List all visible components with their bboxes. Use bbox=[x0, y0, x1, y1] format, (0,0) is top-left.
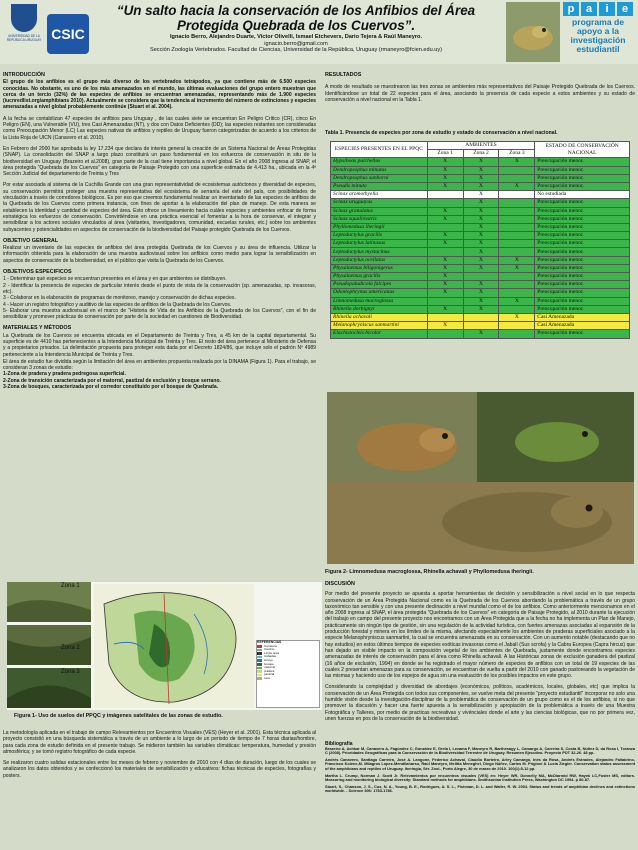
legend-swatch bbox=[257, 677, 262, 680]
zone-3-cell: X bbox=[499, 264, 535, 272]
legend-item: matorral bbox=[257, 666, 319, 670]
zone-1-image bbox=[7, 582, 91, 622]
species-cell: Dendropsophus minutus bbox=[331, 166, 428, 174]
specific-objective: 3 - Colaborar en la elaboración de programas de monitoreo, manejo y conservación de dichas especies. bbox=[3, 295, 236, 302]
legend-swatch bbox=[257, 667, 262, 670]
table-row bbox=[331, 264, 630, 272]
status-cell: Preocupación menor. bbox=[535, 166, 630, 174]
zone-1-cell: X bbox=[427, 305, 463, 313]
zone-3-image bbox=[7, 668, 91, 708]
results-section bbox=[325, 72, 635, 108]
figure-1-caption: Figura 1- Uso de suelos del PPQC y imágenes satelitales de las zonas de estudio. bbox=[14, 713, 223, 719]
zone-1-cell: X bbox=[427, 182, 463, 190]
affiliation: Sección Zoología Vertebrados. Facultad de Ciencias, Universidad de la República, Uruguay (rmaneyro@fcien.edu.uy) bbox=[149, 47, 443, 54]
zone-1-cell: X bbox=[427, 322, 463, 330]
zone-3-label: Zona 3 bbox=[61, 669, 80, 675]
contact-email: ignacio.berro@gmail.com bbox=[264, 40, 328, 47]
paie-letter: p bbox=[563, 2, 579, 16]
zone-1-cell: X bbox=[427, 174, 463, 182]
legend-item: Camino bbox=[257, 648, 319, 652]
status-cell: Preocupación menor. bbox=[535, 281, 630, 289]
zone-2-cell: X bbox=[463, 158, 499, 166]
author-names: Ignacio Berro, Alejandro Duarte, Victor Olivelli, Ismael Etchevers, Dario Tejera & Raúl Maneyro. bbox=[169, 34, 422, 40]
status-cell: No estudiada bbox=[535, 191, 630, 199]
table-row bbox=[331, 289, 630, 297]
status-cell: Preocupación menor. bbox=[535, 330, 630, 338]
zone-2-cell: X bbox=[463, 199, 499, 207]
species-cell: Leptodactylus gracilis bbox=[331, 232, 428, 240]
paie-letter: e bbox=[617, 2, 633, 16]
zone-3-cell bbox=[499, 305, 535, 313]
species-cell: Odontophrynus americanus bbox=[331, 289, 428, 297]
status-cell: Preocupación menor. bbox=[535, 248, 630, 256]
zone-images bbox=[7, 582, 91, 708]
species-cell: Phyllomedusa iheringii bbox=[331, 223, 428, 231]
bibliography-entry: Brazeiro A, Achkar M, Canavero A, Fagúndez C, González E, Grela I, Lezama F, Maneyro R, Barthesagy L, Camargo A, Carreira S, Costa B, Núñez D, da Rosa I, Toranza C (2008). Prioridades Geográficas para la Conservación de la Biodiversidad Terrestre de Uruguay. Resumen Ejecutivo. Proyecto PDT 32-26. 48 pp. bbox=[325, 745, 635, 756]
specific-objective: 1 - Determinar qué especies se encuentran presentes en el área y en que ambientes se distribuyen. bbox=[3, 276, 227, 283]
bibliography bbox=[325, 742, 635, 796]
legend-item: Carretera bbox=[257, 645, 319, 649]
methods-paragraph-3: La metodología aplicada en el trabajo de campo Relevamientos por Encuentros Visuales (VES) (Heyer et al. 2001). Esta técnica aplicada al proyecto consistió en una búsqueda sistemática a través de un ambiente a lo largo de un periodo de tiempo de 7 horas diarias/hombre, para cada zona de estudio definida en el presente trabajo. Se midieron también las variables climáticas: temperatura, humedad y presión atmosférica; y se tomó registro fotográfico de cada especie. bbox=[3, 730, 316, 755]
zone-item: 2-Zona de transición caracterizada por el matorral, pastizal de exclusión y bosque serrano. bbox=[3, 377, 221, 384]
udelar-text: UNIVERSIDAD DE LA REPÚBLICA URUGUAY bbox=[6, 34, 42, 42]
legend-item: pastizal bbox=[257, 673, 319, 677]
zone-1-cell: X bbox=[427, 166, 463, 174]
status-cell: Preocupación menor. bbox=[535, 264, 630, 272]
legend-item: pradera bbox=[257, 670, 319, 674]
status-cell: Casi Amenazada bbox=[535, 322, 630, 330]
table-row bbox=[331, 207, 630, 215]
status-cell: Casi Amenazada bbox=[535, 313, 630, 321]
species-cell: Rhinella dorbignyi bbox=[331, 305, 428, 313]
zone-3-cell bbox=[499, 223, 535, 231]
table-row bbox=[331, 313, 630, 321]
paie-letter: i bbox=[599, 2, 615, 16]
paie-program-text: programa de apoyo a la investigación estudiantil bbox=[570, 17, 626, 54]
species-cell: Dendropsophus sanborni bbox=[331, 174, 428, 182]
zone-2-cell bbox=[463, 313, 499, 321]
table-row bbox=[331, 330, 630, 338]
zone-2-cell: X bbox=[463, 207, 499, 215]
zone-1-cell: X bbox=[427, 289, 463, 297]
zone-3-cell bbox=[499, 240, 535, 248]
environments-header: AMBIENTES bbox=[427, 142, 535, 150]
zone-3-cell bbox=[499, 166, 535, 174]
zone-1-cell: X bbox=[427, 207, 463, 215]
status-cell: Preocupación menor. bbox=[535, 215, 630, 223]
table-row bbox=[331, 281, 630, 289]
header-frog-photo bbox=[506, 2, 560, 62]
status-cell: Preocupación menor. bbox=[535, 199, 630, 207]
status-cell: Preocupación menor. bbox=[535, 297, 630, 305]
status-cell: Preocupación menor. bbox=[535, 289, 630, 297]
species-cell: Scinax squalirostris bbox=[331, 215, 428, 223]
zone-2-image bbox=[7, 625, 91, 665]
legend-swatch bbox=[257, 656, 262, 659]
map-legend bbox=[256, 640, 320, 708]
species-header: ESPECIES PRESENTES EN EL PPQC bbox=[331, 142, 428, 158]
discussion-paragraph-1: Por medio del presente proyecto se apuesta a aportar herramientas de decisión y sensibilización a nivel social en lo que respecta conservación de un Área Protegida Nacional como es la Quebrada de los Cuervos abordando la problemática a través de un grupo taxonómico tan sensible y con una presente declinación a nivel mundial como el de los anfibios. Como anteriormente mencionamos en el año 2008 ingresa al SNAP, el área protegida “Quebrada de los Cuervos” en categoría de Paisaje Protegido, al 2010 durante la ejecución del trabajo en campo del presente proyecto nos encontramos con un Área Protegida que a la fecha no ha implementa un Plan de Manejo, prácticamente sin ningún tipo de gestión, sin una regulación de la actividad turística, con fuertes amenazas asociadas al expansión de la producción forestal y minera en los límites de la misma, afectando especialmente los ambientes de praderas superficiales asociado a la especie Melanophryniscus sanmartini, la cual se encuentra amenazada en su conservación. Con un aumento notable (destacando que no hay estudios) en estos últimos tiempos de especies exóticas invasoras como el Jabalí (Sus scrofa) y la Cabra Europea (Capra hircus) que han dejado un visible impacto en la composición vegetal de los ambientes de Quebrada, justamente donde encontramos especies amenazadas de interés de conservación para el área como Rhinella achavali. A las Históricas zonas de exclusión ganadera del pastizal (16 años de exclusión, 1994) en donde se ha registrado el mayor número de especies de anfibios con un total de 19 especies de las cuales 2 presentan amenazas para su conservación, se encuentran de vuelta a partir del 2010 con ganado pastoreando la vegetación de las mismas y haciendo uso de los espejos de agua sin una evaluación de los posibles impactos en este grupo. bbox=[325, 591, 635, 680]
general-objective-text: Realizar un inventario de las especies de anfibios del área protegida Quebrada de los Cuervos y su área de influencia. Utilizar la información obtenida para la elaboración de una muestra audiovisual sobre los anfibios como medio para lograr la sensibilización en aspectos de conservación de la biodiversidad, en el público que visita la Quebrada de los Cuervos. bbox=[3, 245, 316, 264]
zone-2-cell: X bbox=[463, 232, 499, 240]
zone-2-cell: X bbox=[463, 305, 499, 313]
table-row bbox=[331, 273, 630, 281]
poster-title: “Un salto hacia la conservación de los Anfibios del Área Protegida Quebrada de los Cuervos”. bbox=[116, 3, 476, 33]
table-row bbox=[331, 305, 630, 313]
status-cell: Preocupación menor. bbox=[535, 158, 630, 166]
species-cell: Leptodactylus mystacinus bbox=[331, 248, 428, 256]
csic-logo: CSIC bbox=[47, 14, 89, 54]
methods-heading: MATERIALES Y MÉTODOS bbox=[3, 325, 72, 332]
status-cell: Preocupación menor. bbox=[535, 240, 630, 248]
zone-1-cell bbox=[427, 248, 463, 256]
intro-heading: INTRODUCCIÓN bbox=[3, 72, 45, 78]
zone-2-cell: X bbox=[463, 264, 499, 272]
legend-item: Límite área bbox=[257, 652, 319, 656]
specific-objective: 5- Elaborar una muestra audiovisual en el marco de “Historia de Vida de los Anfibios de la Quebrada de los Cuervos”, con el fin de sensibilizar y promover prácticas de conservación por parte de la sociedad en cuestiones de Biodiversidad. bbox=[3, 307, 316, 321]
zone-3-cell bbox=[499, 207, 535, 215]
zone-3-cell bbox=[499, 322, 535, 330]
zone-3-cell bbox=[499, 281, 535, 289]
zone-1-cell: X bbox=[427, 273, 463, 281]
species-cell: Leptodactylus latinasus bbox=[331, 240, 428, 248]
species-cell: Melanophryniscus sanmartini bbox=[331, 322, 428, 330]
species-cell: Scinax aromothyella bbox=[331, 191, 428, 199]
status-cell: Preocupación menor. bbox=[535, 256, 630, 264]
zone-3-cell: X bbox=[499, 158, 535, 166]
table-row bbox=[331, 297, 630, 305]
species-cell: Hypsiboas pulchellus bbox=[331, 158, 428, 166]
zone-1-cell bbox=[427, 191, 463, 199]
general-objective-heading: OBJETIVO GENERAL bbox=[3, 237, 59, 244]
authors-block bbox=[92, 34, 500, 54]
species-cell: Rhinella achavali bbox=[331, 313, 428, 321]
left-column-bottom bbox=[3, 730, 316, 784]
udelar-crest-icon bbox=[11, 4, 37, 32]
table-row bbox=[331, 256, 630, 264]
status-cell: Preocupación menor. bbox=[535, 223, 630, 231]
species-cell: Physalaemus biligonigerus bbox=[331, 264, 428, 272]
bibliography-entry: Stuart, S., Chanson, J. S., Cox, N. A., Young, B. E., Rodrigues, A. S. L., Fishman, D. L. and Waller, R. W. 2004. Status and trends of amphibian declines and extinctions worldwide. - Science 306: 1783-1786. bbox=[325, 783, 635, 794]
left-column bbox=[3, 72, 316, 390]
zone-3-cell bbox=[499, 330, 535, 338]
methods-paragraph-4: Se realizaron cuatro salidas estacionales entre los meses de febrero y noviembre de 2010 con 4 días de duración, luego de los cuales se analizaron los datos obtenidos y se confeccionó los materiales de sensibilización y educativos: fichas técnicas de especies, fotografías y posters. bbox=[3, 760, 316, 779]
zone-1-cell bbox=[427, 223, 463, 231]
table-row bbox=[331, 240, 630, 248]
status-cell: Preocupación menor. bbox=[535, 305, 630, 313]
zone-3-cell: X bbox=[499, 313, 535, 321]
specific-objective: 2 - Identificar la presencia de especies de particular interés desde el punto de vista de la conservación (sp. amenazadas, sp. invasoras, etc). bbox=[3, 282, 316, 295]
status-cell: Preocupación menor. bbox=[535, 232, 630, 240]
legend-swatch bbox=[257, 663, 262, 666]
legend-item: Arroyo bbox=[257, 659, 319, 663]
table-row bbox=[331, 158, 630, 166]
zone-2-cell: X bbox=[463, 289, 499, 297]
species-cell: Scinax granulatus bbox=[331, 207, 428, 215]
legend-swatch bbox=[257, 652, 262, 655]
legend-title: REFERENCIAS bbox=[257, 640, 282, 644]
zone-3-cell bbox=[499, 215, 535, 223]
table-row bbox=[331, 199, 630, 207]
zone-1-label: Zona 1 bbox=[61, 583, 80, 589]
discussion-section bbox=[325, 581, 635, 727]
udelar-logo bbox=[4, 4, 44, 58]
paie-letters bbox=[560, 2, 636, 16]
methods-paragraph-2: El área de estudio fue dividida según la limitación del área en ambientes propuesta realizada por la DINAMA (Figura 1). Para el trabajo, se consideran 3 zonas de estudio: bbox=[3, 358, 316, 372]
zone-2-cell bbox=[463, 273, 499, 281]
zone-2-cell: X bbox=[463, 256, 499, 264]
discussion-heading: DISCUSIÓN bbox=[325, 581, 355, 587]
zone-item: 1-Zona de pradera y pradera pedregosa superficial. bbox=[3, 371, 126, 378]
zone-2-header: Zona 2 bbox=[463, 150, 499, 158]
zone-3-cell bbox=[499, 248, 535, 256]
table-1-caption: Tabla 1. Presencia de especies por zona de estudio y estado de conservación a nivel nacional. bbox=[325, 130, 558, 136]
zone-2-cell: X bbox=[463, 281, 499, 289]
paie-logo bbox=[560, 2, 636, 62]
species-cell: Limnomedusa macroglossa bbox=[331, 297, 428, 305]
zone-2-cell: X bbox=[463, 174, 499, 182]
zone-1-cell bbox=[427, 330, 463, 338]
zone-3-cell bbox=[499, 273, 535, 281]
legend-swatch bbox=[257, 645, 262, 648]
table-row bbox=[331, 232, 630, 240]
discussion-paragraph-2: Considerando la complejidad y diversidad de abordajes (económicos, políticos, académicos, locales, globales, etc) que implica la conservación de un Área Protegida con todos sus componentes, se vuelve meta del presente “proyecto estudiantil” incorporar no solo una humilde visión desde la investigación-disciplinar de la problemática de conservación de un grupo como es el de los anfibios, si no que promover la discusión y hacer una fuerte apuesta a la sensibilización y apropiación de la problemática a través de una Muestra Fotográfica y Talleres, por medio de practicas recreativas y vivénciales donde el arte y las ciencias biológicas, que no por primera vez, unen fuerzas en pos de la conservación de la biodiversidad. bbox=[325, 684, 635, 722]
intro-paragraph-1: El grupo de los anfibios es el grupo más diverso de los vertebrados tetrápodos, ya que contiene más de 6.500 especies conocidas. No obstante, es uno de los más amenazados en el mundo, las últimas evaluaciones del grupo entero muestran que cerca de un tercio (32%) de las especies de anfibios se encuentran amenazadas, representando más de 1.900 especies (iucnredlist.org/amphibians 2010). Actualmente se considera que la tendencia al incremento del número de extinciones y especies amenazadas a nivel global probablemente continúe (Stuart et al. 2004). bbox=[3, 79, 316, 111]
zone-2-cell: X bbox=[463, 182, 499, 190]
species-cell: Pseudis minuta bbox=[331, 182, 428, 190]
specific-objectives-list bbox=[3, 276, 316, 320]
results-heading: RESULTADOS bbox=[325, 72, 362, 78]
zone-1-cell bbox=[427, 199, 463, 207]
zone-2-cell: X bbox=[463, 248, 499, 256]
zone-3-header: Zona 3 bbox=[499, 150, 535, 158]
land-use-map bbox=[94, 584, 254, 708]
zone-1-cell: X bbox=[427, 264, 463, 272]
paie-letter: a bbox=[581, 2, 597, 16]
table-row bbox=[331, 191, 630, 199]
zone-2-label: Zona 2 bbox=[61, 645, 80, 651]
figure-2-caption: Figura 2- Limnomedusa macroglossa, Rhinella achavali y Phyllomedusa iheringii. bbox=[325, 569, 534, 575]
zone-2-cell: X bbox=[463, 240, 499, 248]
status-cell: Preocupación menor. bbox=[535, 207, 630, 215]
legend-item: bosque bbox=[257, 663, 319, 667]
zone-3-cell bbox=[499, 232, 535, 240]
specific-objective: 4 - Hacer un registro fotográfico y auditivo de las especies de anfibios de la Quebrada de los Cuervos. bbox=[3, 301, 232, 308]
intro-paragraph-3: En Febrero del 2000 fue aprobada la ley 17.234 que declara de interés general la creación de un Sistema Nacional de Áreas Protegidas (SNAP). La consolidación del SNAP a largo plazo constituirá un paso fundamental en los esfuerzos de conservación in situ de la biodiversidad en Uruguay (Brazeiro et al.2008), gran parte de la cual tiene importancia a nivel global. En el año 2008 ingresa al SNAP, el área protegida “Quebrada de los Cuervos” en categoría de Paisaje Protegido con una superficie estimada de 4.413 ha., ubicada en la 4ª Sección Judicial del departamento de Treinta y Tres bbox=[3, 145, 316, 178]
zone-1-cell: X bbox=[427, 158, 463, 166]
zone-1-cell: X bbox=[427, 256, 463, 264]
zone-3-cell bbox=[499, 191, 535, 199]
status-header: ESTADO DE CONSERVACIÓN NACIONAL bbox=[535, 142, 630, 158]
intro-paragraph-4: Por estar asociada al sistema de la Cuchilla Grande con una gran representatividad de ecosistemas autóctonos y diversidad de especies, su conservación permitirá proteger una muestra representativa del ecosistema de serranía del este del país, con posibilidades de vinculación a través de corredores biológicos. Es por eso que creemos fundamental realizar un inventariado de las especies de anfibios de la Quebrada de los Cuervos como primera instancia, con fines de aportar a la elaboración del plan de manejo. De esta manera se establecen la identidad y cantidad de especies del área. Esto ofrece un lineamiento hacia cuáles especies y ambientes enfocar de forma estratégica los esfuerzos de conservación. Convirtiéndose en una práctica esencial el fomentar a la hora de conservar, el integrar y sensibilizar a los actores sociales vinculados al área (visitantes, investigadores, comunidad, escuelas rurales, etc.) sobre los ambientes subyacentes y potencialidades en aspectos de conservación de la biodiversidad del Paisaje protegido Quebrada de los Cuervos. bbox=[3, 182, 316, 233]
legend-item: roca bbox=[257, 677, 319, 681]
bibliography-entry: Martha L. Crump, Norman J. Scott Jr. Relevamientos por encuentros visuales (VES) en: Heyer WR, Donnelly MA, McDiarmid RW, Hayek LC,Foster MS, editors. Measuring and monitoring biological diversity: Standard methods for amphibians. Smithsonian Institution Press, Washington DC 1994. p 80-87. bbox=[325, 772, 635, 783]
zone-3-cell bbox=[499, 289, 535, 297]
legend-swatch bbox=[257, 659, 262, 662]
methods-paragraph-1: La Quebrada de los Cuervos se encuentra ubicada en el Departamento de Treinta y Tres, a 45 km de la capital departamental. Su superficie es de 4410 has pertenecientes a la Intendencia Municipal de Treinta y Tres. El resto del área pertenece al Ministerio de Defensa y a propietarios privados. La delimitación propuesta para proteger esta dada por el Decreto 1824/86, que incluye solo el padrón Nº 4989 perteneciente a la Intendencia Municipal de Treinta y Tres. bbox=[3, 332, 316, 358]
zone-2-cell: X bbox=[463, 297, 499, 305]
table-row bbox=[331, 166, 630, 174]
species-cell: Scinax uruguayus bbox=[331, 199, 428, 207]
species-cell: Physalaemus gracilis bbox=[331, 273, 428, 281]
zone-1-cell bbox=[427, 313, 463, 321]
specific-objectives-heading: OBJETIVOS ESPECIFICOS bbox=[3, 269, 72, 276]
table-row bbox=[331, 322, 630, 330]
zone-item: 3-Zona de bosques, caracterizada por el corredor constituido por el bosque de Quebrada. bbox=[3, 384, 219, 391]
zone-2-cell: X bbox=[463, 215, 499, 223]
bibliography-heading: Bibliografía bbox=[325, 741, 353, 747]
bibliography-entry: Andrés Canavero, Santiago Carreira, José A. Langone, Federico Achaval, Claudio Borteiro, Arley Camargo, Inés da Rosa, Andrés Estrades, Alejandro Fallabrino, Francisco Kolenc,M. Milagros López-Mendilaharsu, Raúl Maneyro, Melitta Meneghel, Diego Núñez, Carlos M. Prigioni & Lucía Ziegler. Conservation status assessment of the amphibians and reptiles of Uruguay. Iheringia, Sér. Zool., Porto Alegre, 30 de marzo de 2010. 100(1):5-12 pp. bbox=[325, 756, 635, 771]
status-cell: Preocupación menor. bbox=[535, 174, 630, 182]
legend-swatch bbox=[257, 674, 262, 677]
species-table-body bbox=[331, 158, 630, 338]
zone-3-cell: X bbox=[499, 182, 535, 190]
species-cell: Elachistocleis bicolor bbox=[331, 330, 428, 338]
zone-1-cell: X bbox=[427, 240, 463, 248]
species-cell: Leptodactylus ocellatus bbox=[331, 256, 428, 264]
table-row bbox=[331, 215, 630, 223]
legend-item: Cañadas bbox=[257, 655, 319, 659]
intro-paragraph-2: A la fecha se contabilizan 47 especies de anfibios para Uruguay , de las cuales siete se encuentran En Peligro Crítico (CR), cinco En Peligro (EN), una Vulnerable (VU), tres Casi Amenazadas (NT), y dos con Datos Deficientes (DD); las especies restantes son consideradas como Preocupación Menor (LC) Las especies nativas de anfibios y reptiles de Uruguay fueron categorizadas de acuerdo a los criterios de la Lista Roja de UICN (Canavero et al. 2010). bbox=[3, 115, 316, 141]
zone-2-cell: X bbox=[463, 191, 499, 199]
species-cell: Pseudopaludicola falcipes bbox=[331, 281, 428, 289]
table-row bbox=[331, 223, 630, 231]
table-row bbox=[331, 174, 630, 182]
status-cell: Preocupación menor. bbox=[535, 273, 630, 281]
zone-1-cell: X bbox=[427, 215, 463, 223]
legend-swatch bbox=[257, 670, 262, 673]
zone-1-header: Zona 1 bbox=[427, 150, 463, 158]
status-cell: Preocupación menor. bbox=[535, 182, 630, 190]
zone-3-cell: X bbox=[499, 256, 535, 264]
zone-3-cell bbox=[499, 199, 535, 207]
zone-2-cell bbox=[463, 322, 499, 330]
table-row bbox=[331, 248, 630, 256]
zone-3-cell: X bbox=[499, 297, 535, 305]
zone-1-cell: X bbox=[427, 232, 463, 240]
zone-2-cell: X bbox=[463, 223, 499, 231]
figure-2-photo-collage bbox=[327, 392, 634, 564]
species-table bbox=[330, 141, 630, 339]
results-paragraph: A modo de resultado se muestrearon las tres zonas se ambientes más representativos del Paisaje Protegido Quebrada de los Cuervos. Identificándose un total de 22 especies para el área, asociando la presencia de cada especie a estos ambientes y su estado de conservación a nivel nacional en la Tabla 1. bbox=[325, 84, 635, 103]
zone-3-cell bbox=[499, 174, 535, 182]
zone-1-cell bbox=[427, 297, 463, 305]
legend-swatch bbox=[257, 649, 262, 652]
zone-2-cell: X bbox=[463, 166, 499, 174]
table-row bbox=[331, 182, 630, 190]
zone-2-cell: X bbox=[463, 330, 499, 338]
zone-1-cell: X bbox=[427, 281, 463, 289]
